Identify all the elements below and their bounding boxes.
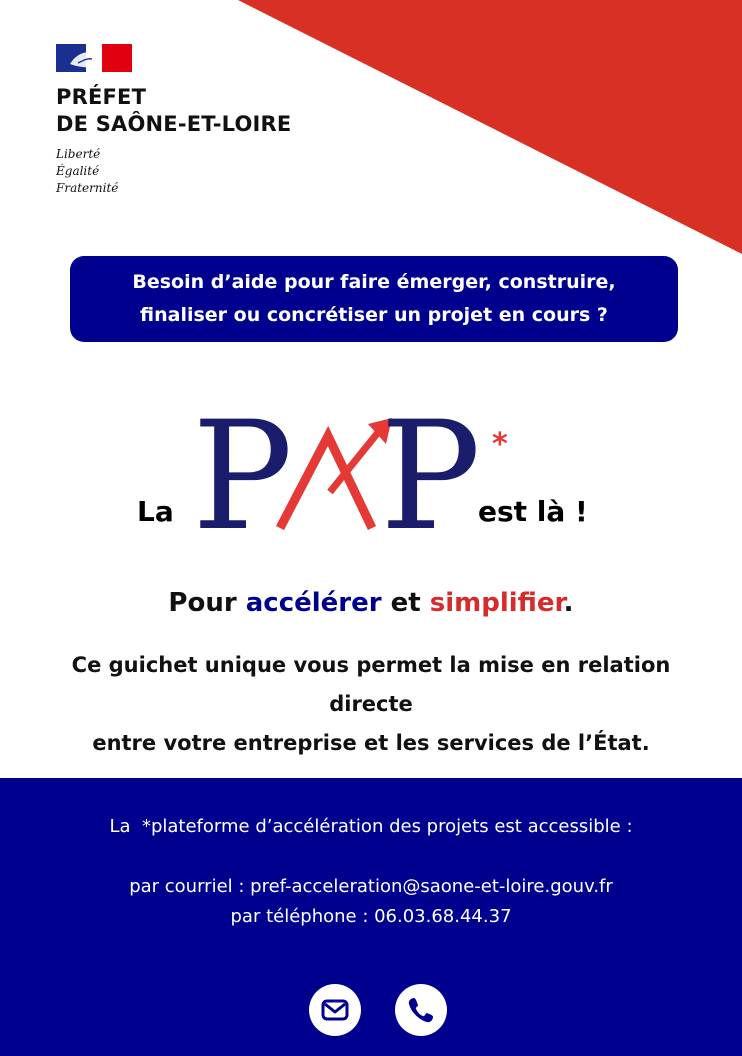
motto-liberte: Liberté bbox=[56, 147, 101, 161]
pap-suffix: est là ! bbox=[478, 495, 588, 528]
description-line-3: entre votre entreprise et les services de l’État. bbox=[92, 731, 650, 755]
bubble-line-2: finaliser ou concrétiser un projet en cours ? bbox=[140, 304, 608, 326]
description bbox=[20, 646, 722, 763]
phone-icon[interactable] bbox=[395, 984, 447, 1036]
prefecture-logo bbox=[56, 44, 291, 197]
tagline-part-2: et bbox=[381, 588, 430, 618]
republic-motto bbox=[56, 146, 291, 197]
bubble-line-1: Besoin d’aide pour faire émerger, construire, bbox=[132, 271, 616, 293]
tagline-part-3: . bbox=[563, 588, 574, 618]
tagline-simplifier: simplifier bbox=[429, 588, 564, 618]
footer-intro: La *plateforme d’accélération des projets est accessible : bbox=[109, 816, 633, 837]
pap-logo bbox=[180, 400, 520, 550]
pap-logo-letter-p1: P bbox=[192, 400, 293, 550]
prefet-title bbox=[56, 84, 291, 138]
prefet-line-2: DE SAÔNE-ET-LOIRE bbox=[56, 112, 292, 136]
contact-icons bbox=[0, 984, 742, 1038]
tagline-accelerer: accélérer bbox=[245, 588, 382, 618]
motto-egalite: Égalité bbox=[56, 164, 100, 178]
prefet-line-1: PRÉFET bbox=[56, 85, 147, 109]
pap-logo-letter-p2: P bbox=[380, 400, 481, 550]
pap-logo-row bbox=[0, 400, 742, 550]
description-line-2: directe bbox=[329, 692, 413, 716]
footer-phone-line[interactable]: par téléphone : 06.03.68.44.37 bbox=[230, 906, 512, 927]
pap-asterisk: * bbox=[492, 427, 508, 462]
help-question-bubble bbox=[70, 256, 678, 342]
footer-email-line[interactable]: par courriel : pref-acceleration@saone-et-loire.gouv.fr bbox=[129, 876, 613, 897]
tagline bbox=[0, 588, 742, 618]
motto-fraternite: Fraternité bbox=[56, 181, 119, 195]
envelope-icon[interactable] bbox=[309, 984, 361, 1036]
contact-footer bbox=[0, 778, 742, 1056]
pap-arrow-a-icon bbox=[280, 418, 392, 528]
pap-prefix: La bbox=[137, 495, 174, 528]
tagline-part-1: Pour bbox=[168, 588, 246, 618]
description-line-1: Ce guichet unique vous permet la mise en relation bbox=[71, 653, 671, 677]
marianne-flag-icon bbox=[56, 44, 132, 72]
